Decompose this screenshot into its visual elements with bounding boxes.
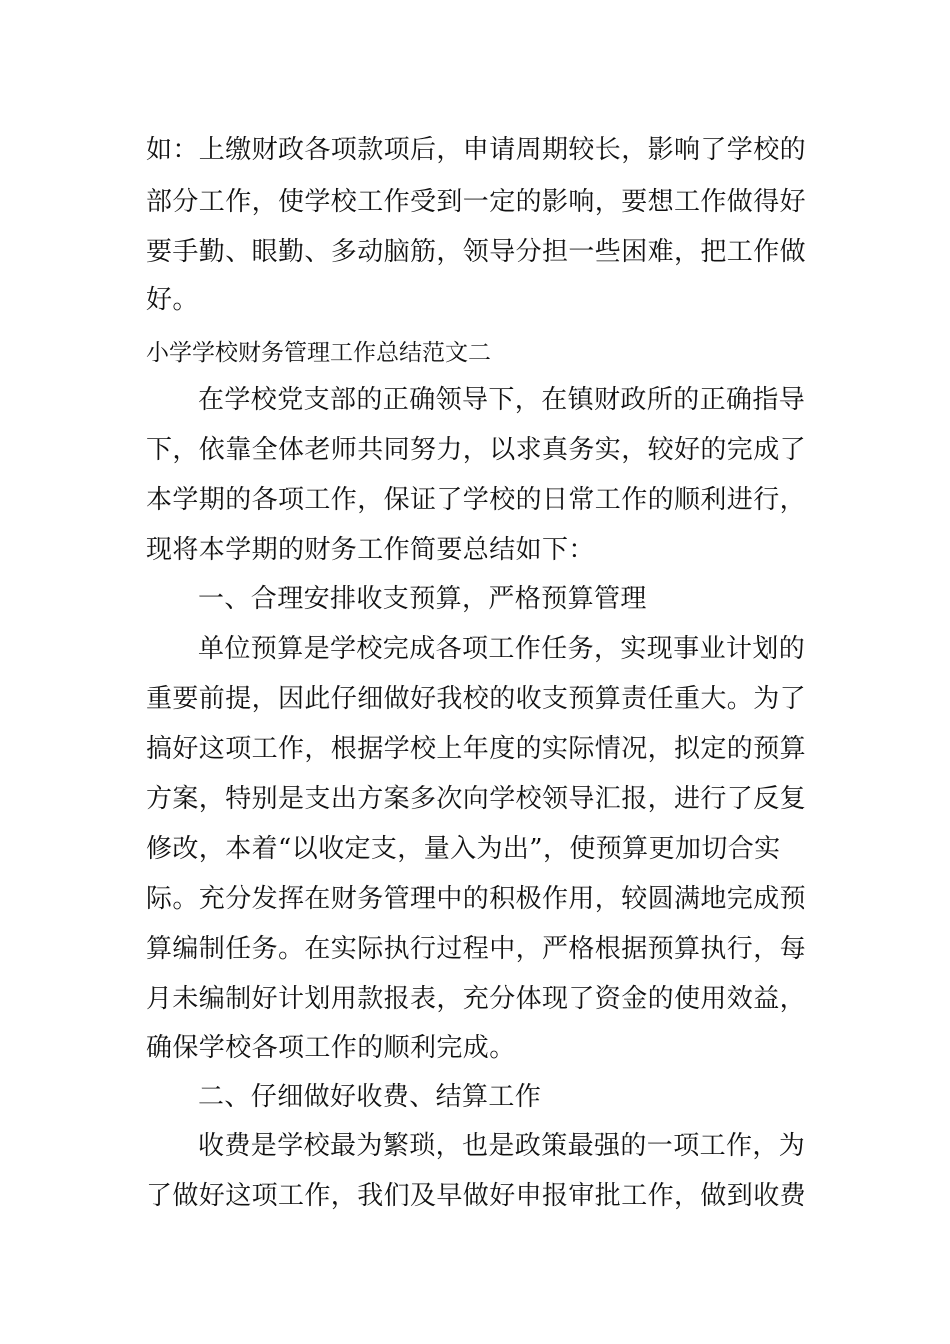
subheading: 二、仔细做好收费、结算工作 — [198, 1082, 542, 1112]
paragraph-line: 本学期的各项工作，保证了学校的日常工作的顺利进行， — [146, 485, 807, 515]
paragraph-line: 确保学校各项工作的顺利完成。 — [146, 1033, 516, 1063]
paragraph-line: 修改，本着“以收定支，量入为出”，使预算更加切合实 — [146, 834, 781, 864]
paragraph-line: 单位预算是学校完成各项工作任务，实现事业计划的 — [198, 634, 806, 664]
paragraph-line: 收费是学校最为繁琐，也是政策最强的一项工作，为 — [198, 1131, 806, 1161]
paragraph-line: 了做好这项工作，我们及早做好申报审批工作，做到收费 — [146, 1181, 807, 1211]
paragraph-line: 重要前提，因此仔细做好我校的收支预算责任重大。为了 — [146, 684, 807, 714]
paragraph-line: 算编制任务。在实际执行过程中，严格根据预算执行，每 — [146, 934, 807, 964]
paragraph-line: 好。 — [146, 285, 199, 315]
paragraph-line: 方案，特别是支出方案多次向学校领导汇报，进行了反复 — [146, 784, 807, 814]
paragraph-line: 如：上缴财政各项款项后，申请周期较长，影响了学校的 — [146, 135, 807, 165]
paragraph-line: 下，依靠全体老师共同努力，以求真务实，较好的完成了 — [146, 435, 807, 465]
paragraph-line: 在学校党支部的正确领导下，在镇财政所的正确指导 — [198, 385, 806, 415]
paragraph-line: 要手勤、眼勤、多动脑筋，领导分担一些困难，把工作做 — [146, 237, 807, 267]
paragraph-line: 际。充分发挥在财务管理中的积极作用，较圆满地完成预 — [146, 884, 807, 914]
section-title: 小学学校财务管理工作总结范文二 — [146, 340, 491, 366]
subheading: 一、合理安排收支预算，严格预算管理 — [198, 584, 647, 614]
paragraph-line: 搞好这项工作，根据学校上年度的实际情况，拟定的预算 — [146, 734, 807, 764]
paragraph-line: 月未编制好计划用款报表，充分体现了资金的使用效益， — [146, 984, 807, 1014]
paragraph-line: 部分工作，使学校工作受到一定的影响，要想工作做得好 — [146, 187, 807, 217]
paragraph-line: 现将本学期的财务工作简要总结如下： — [146, 535, 595, 565]
